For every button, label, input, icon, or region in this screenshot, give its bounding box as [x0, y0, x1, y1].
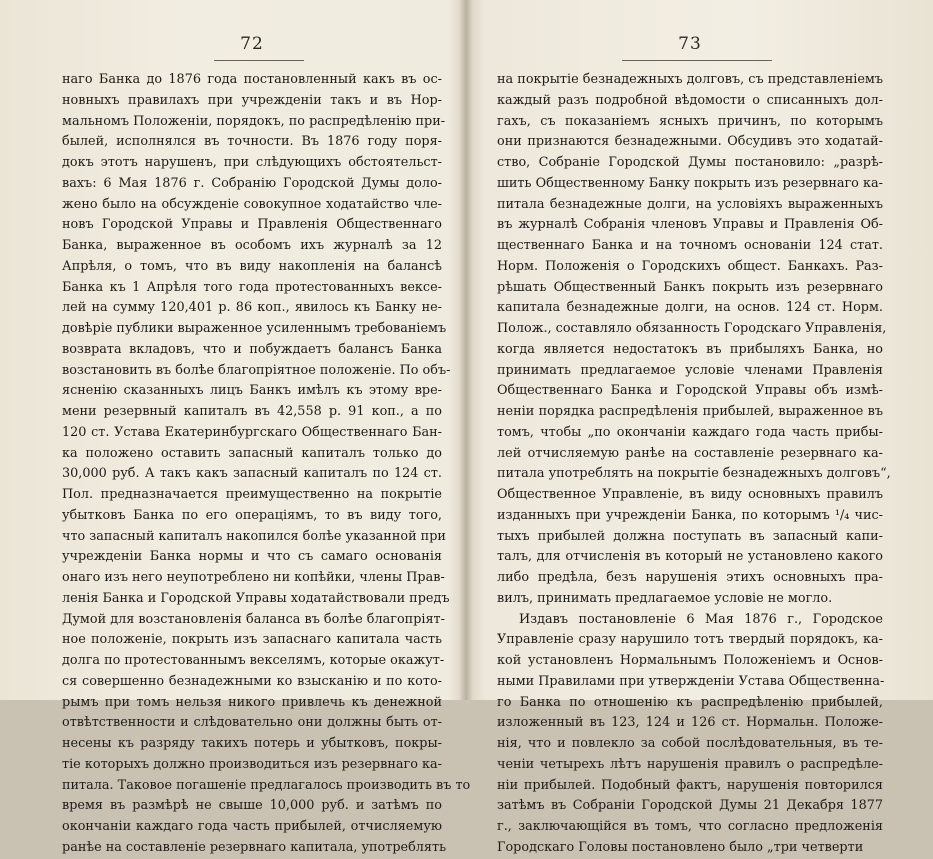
text-line: мальномъ Положеніи, порядокъ, по распредѣленію при- — [62, 113, 446, 129]
text-line: 120 ст. Устава Екатеринбургскаго Общественнаго Бан- — [62, 424, 442, 440]
text-line: гахъ, съ показаніемъ ясныхъ причинъ, по которымъ — [497, 113, 883, 129]
text-line: лей на сумму 120,401 р. 86 коп., явилось къ Банку не- — [62, 300, 442, 316]
text-line: Банка, выраженное въ особомъ ихъ журналѣ за 12 — [62, 238, 442, 253]
text-line: ка положено оставить запасный капиталъ только до — [62, 445, 442, 461]
text-line: питала. Таковое погашеніе предлагалось производить въ то — [62, 777, 471, 793]
text-line: жено было на обсужденіе совокупное ходатайство чле- — [62, 196, 442, 212]
right-page — [497, 0, 891, 855]
left-page-text — [62, 70, 471, 859]
text-line: они признаются безнадежными. Обсудивъ это ходатай- — [497, 134, 883, 150]
text-line: щественнаго Банка и на точномъ основаніи 124 стат. — [497, 238, 883, 253]
text-line: вилъ, принимать предлагаемое условіе не могло. — [497, 590, 833, 606]
text-line: питала употреблять на покрытіе безнадежныхъ долговъ“, — [497, 466, 891, 482]
text-line: шить Общественному Банку покрыть изъ резервнаго ка- — [497, 175, 883, 191]
text-line: Пол. предназначается преимущественно на покрытіе — [62, 487, 442, 502]
text-line: капитала безнадежные долги, на основ. 124 ст. Норм. — [497, 300, 883, 316]
text-line: былей, исполнялся въ точности. Въ 1876 году поря- — [62, 134, 442, 150]
text-line: довѣріе публики выраженное усиленнымъ требованіемъ — [62, 321, 447, 336]
text-line: ство, Собраніе Городской Думы постановило: „разрѣ- — [497, 155, 883, 170]
text-line: питала безнадежные долги, на условіяхъ выраженныхъ — [497, 196, 883, 212]
text-line: онаго изъ него неупотреблено ни копѣйки, члены Прав- — [62, 570, 445, 585]
text-line: затѣмъ въ Собраніи Городской Думы 21 Декабря 1877 — [497, 798, 883, 814]
text-line: ніи прибылей. Подобный фактъ, нарушенія повторился — [497, 777, 883, 793]
text-line: убытковъ Банка по его операціямъ, то въ виду того, — [62, 507, 442, 523]
text-line: ными Правилами при утвержденіи Устава Общественна- — [497, 673, 885, 689]
right-header-rule — [622, 60, 772, 61]
text-line: новъ Городской Управы и Правленія Общественнаго — [62, 217, 442, 233]
text-line: Общественное Управленіе, въ виду основныхъ правилъ — [497, 487, 883, 502]
text-line: новныхъ правилахъ при учрежденіи такъ и въ Нор- — [62, 92, 442, 108]
text-line: ранѣе на составленіе резервнаго капитала, употреблять — [62, 839, 447, 855]
text-line: го Банка по отношенію къ распредѣленію прибылей, — [497, 694, 883, 710]
text-line: талъ, для отчисленія въ который не установлено какого — [497, 549, 883, 565]
text-line: Издавъ постановленіе 6 Мая 1876 г., Городское — [519, 611, 883, 627]
text-line: тіе которыхъ должно производиться изъ резервнаго ка- — [62, 756, 442, 772]
text-line: лей отчисляемую ранѣе на составленіе резервнаго ка- — [497, 445, 883, 461]
text-line: Управленіе сразу нарушило тотъ твердый порядокъ, ка- — [497, 632, 883, 648]
text-line: на покрытіе безнадежныхъ долговъ, съ представленіемъ — [497, 72, 883, 87]
text-line: Городскаго Головы постановлено было „три четверти — [497, 839, 864, 855]
text-line: ся совершенно безнадежными ко взысканію и по кото- — [62, 673, 442, 689]
text-line: окончаніи каждаго года часть прибылей, отчисляемую — [62, 819, 442, 834]
left-page — [62, 0, 471, 855]
text-line: Банка къ 1 Апрѣля того года протестованныхъ вексе- — [62, 279, 442, 295]
right-page-text — [497, 70, 891, 859]
text-line: время въ размѣрѣ не свыше 10,000 руб. и затѣмъ по — [62, 798, 442, 814]
text-line: изданныхъ при учрежденіи Банка, по которымъ ¹/₄ чис- — [497, 507, 883, 523]
text-line: томъ, чтобы „по окончаніи каждаго года часть прибы- — [497, 424, 883, 440]
text-line: каждый разъ подробной вѣдомости о списанныхъ дол- — [497, 92, 883, 108]
text-line: мени резервный капиталъ въ 42,558 р. 91 коп., а по — [62, 404, 442, 419]
text-line: либо предѣла, безъ нарушенія этихъ основныхъ пра- — [497, 570, 883, 585]
text-line: возврата вкладовъ, что и побуждаетъ балансъ Банка — [62, 341, 442, 357]
text-line: возстановить въ болѣе благопріятное положеніе. По объ- — [62, 362, 451, 378]
text-line: учрежденіи Банка нормы и что съ самаго основанія — [62, 549, 442, 565]
text-line: несены къ разряду такихъ потерь и убытковъ, покры- — [62, 736, 442, 751]
text-line: ясненію сказанныхъ лицъ Банкъ имѣлъ къ этому вре- — [62, 383, 442, 399]
text-line: докъ этотъ нарушенъ, при слѣдующихъ обстоятельст- — [62, 155, 442, 170]
text-line: въ журналѣ Собранія членовъ Управы и Правленія Об- — [497, 217, 883, 233]
text-line: ное положеніе, покрыть изъ запаснаго капитала часть — [62, 632, 442, 648]
left-page-number: 72 — [240, 34, 264, 54]
right-page-number: 73 — [678, 34, 702, 54]
text-line: что запасный капиталъ накопился болѣе указанной при — [62, 528, 446, 544]
text-line: ленія Банка и Городской Управы ходатайствовали предъ — [62, 590, 450, 606]
text-line: долга по протестованнымъ векселямъ, которые окажут- — [62, 653, 445, 668]
text-line: 30,000 руб. А такъ какъ запасный капиталъ по 124 ст. — [62, 466, 442, 482]
text-line: изложенный въ 123, 124 и 126 ст. Нормальн. Положе- — [497, 715, 883, 731]
text-line: ченіи четырехъ лѣтъ нарушенія правилъ о распредѣле- — [497, 756, 883, 772]
text-line: отвѣтственности и слѣдовательно они должны быть от- — [62, 715, 442, 731]
text-line: Общественнаго Банка и Городской Управы объ измѣ- — [497, 383, 883, 399]
text-line: наго Банка до 1876 года постановленный какъ въ ос- — [62, 72, 442, 87]
text-line: неніи порядка распредѣленія прибылей, выраженное въ — [497, 404, 883, 419]
book-gutter — [459, 0, 473, 700]
text-line: Норм. Положенія о Городскихъ общест. Банкахъ. Раз- — [497, 258, 883, 274]
text-line: вахъ: 6 Мая 1876 г. Собранію Городской Думы доло- — [62, 175, 442, 191]
text-line: г., заключающійся въ томъ, что согласно предложенія — [497, 819, 883, 834]
text-line: тыхъ прибылей должна поступать въ запасный капи- — [497, 528, 883, 544]
text-line: рѣшать Общественный Банкъ покрыть изъ резервнаго — [497, 279, 883, 295]
text-line: Апрѣля, о томъ, что въ виду накопленія на балансѣ — [62, 258, 442, 274]
text-line: Полож., составляло обязанность Городскаго Управленія, — [497, 321, 887, 336]
text-line: когда является недостатокъ въ прибыляхъ Банка, но — [497, 341, 883, 357]
left-header-rule — [214, 60, 304, 61]
text-line: Думой для возстановленія баланса въ болѣе благопріят- — [62, 611, 445, 627]
text-line: нія, что и повлекло за собой послѣдовательныя, въ те- — [497, 736, 883, 751]
text-line: принимать предлагаемое условіе членами Правленія — [497, 362, 883, 378]
text-line: кой установленъ Нормальнымъ Положеніемъ и Основ- — [497, 653, 883, 668]
text-line: рымъ при томъ нельзя никого привлечь къ денежной — [62, 694, 442, 710]
